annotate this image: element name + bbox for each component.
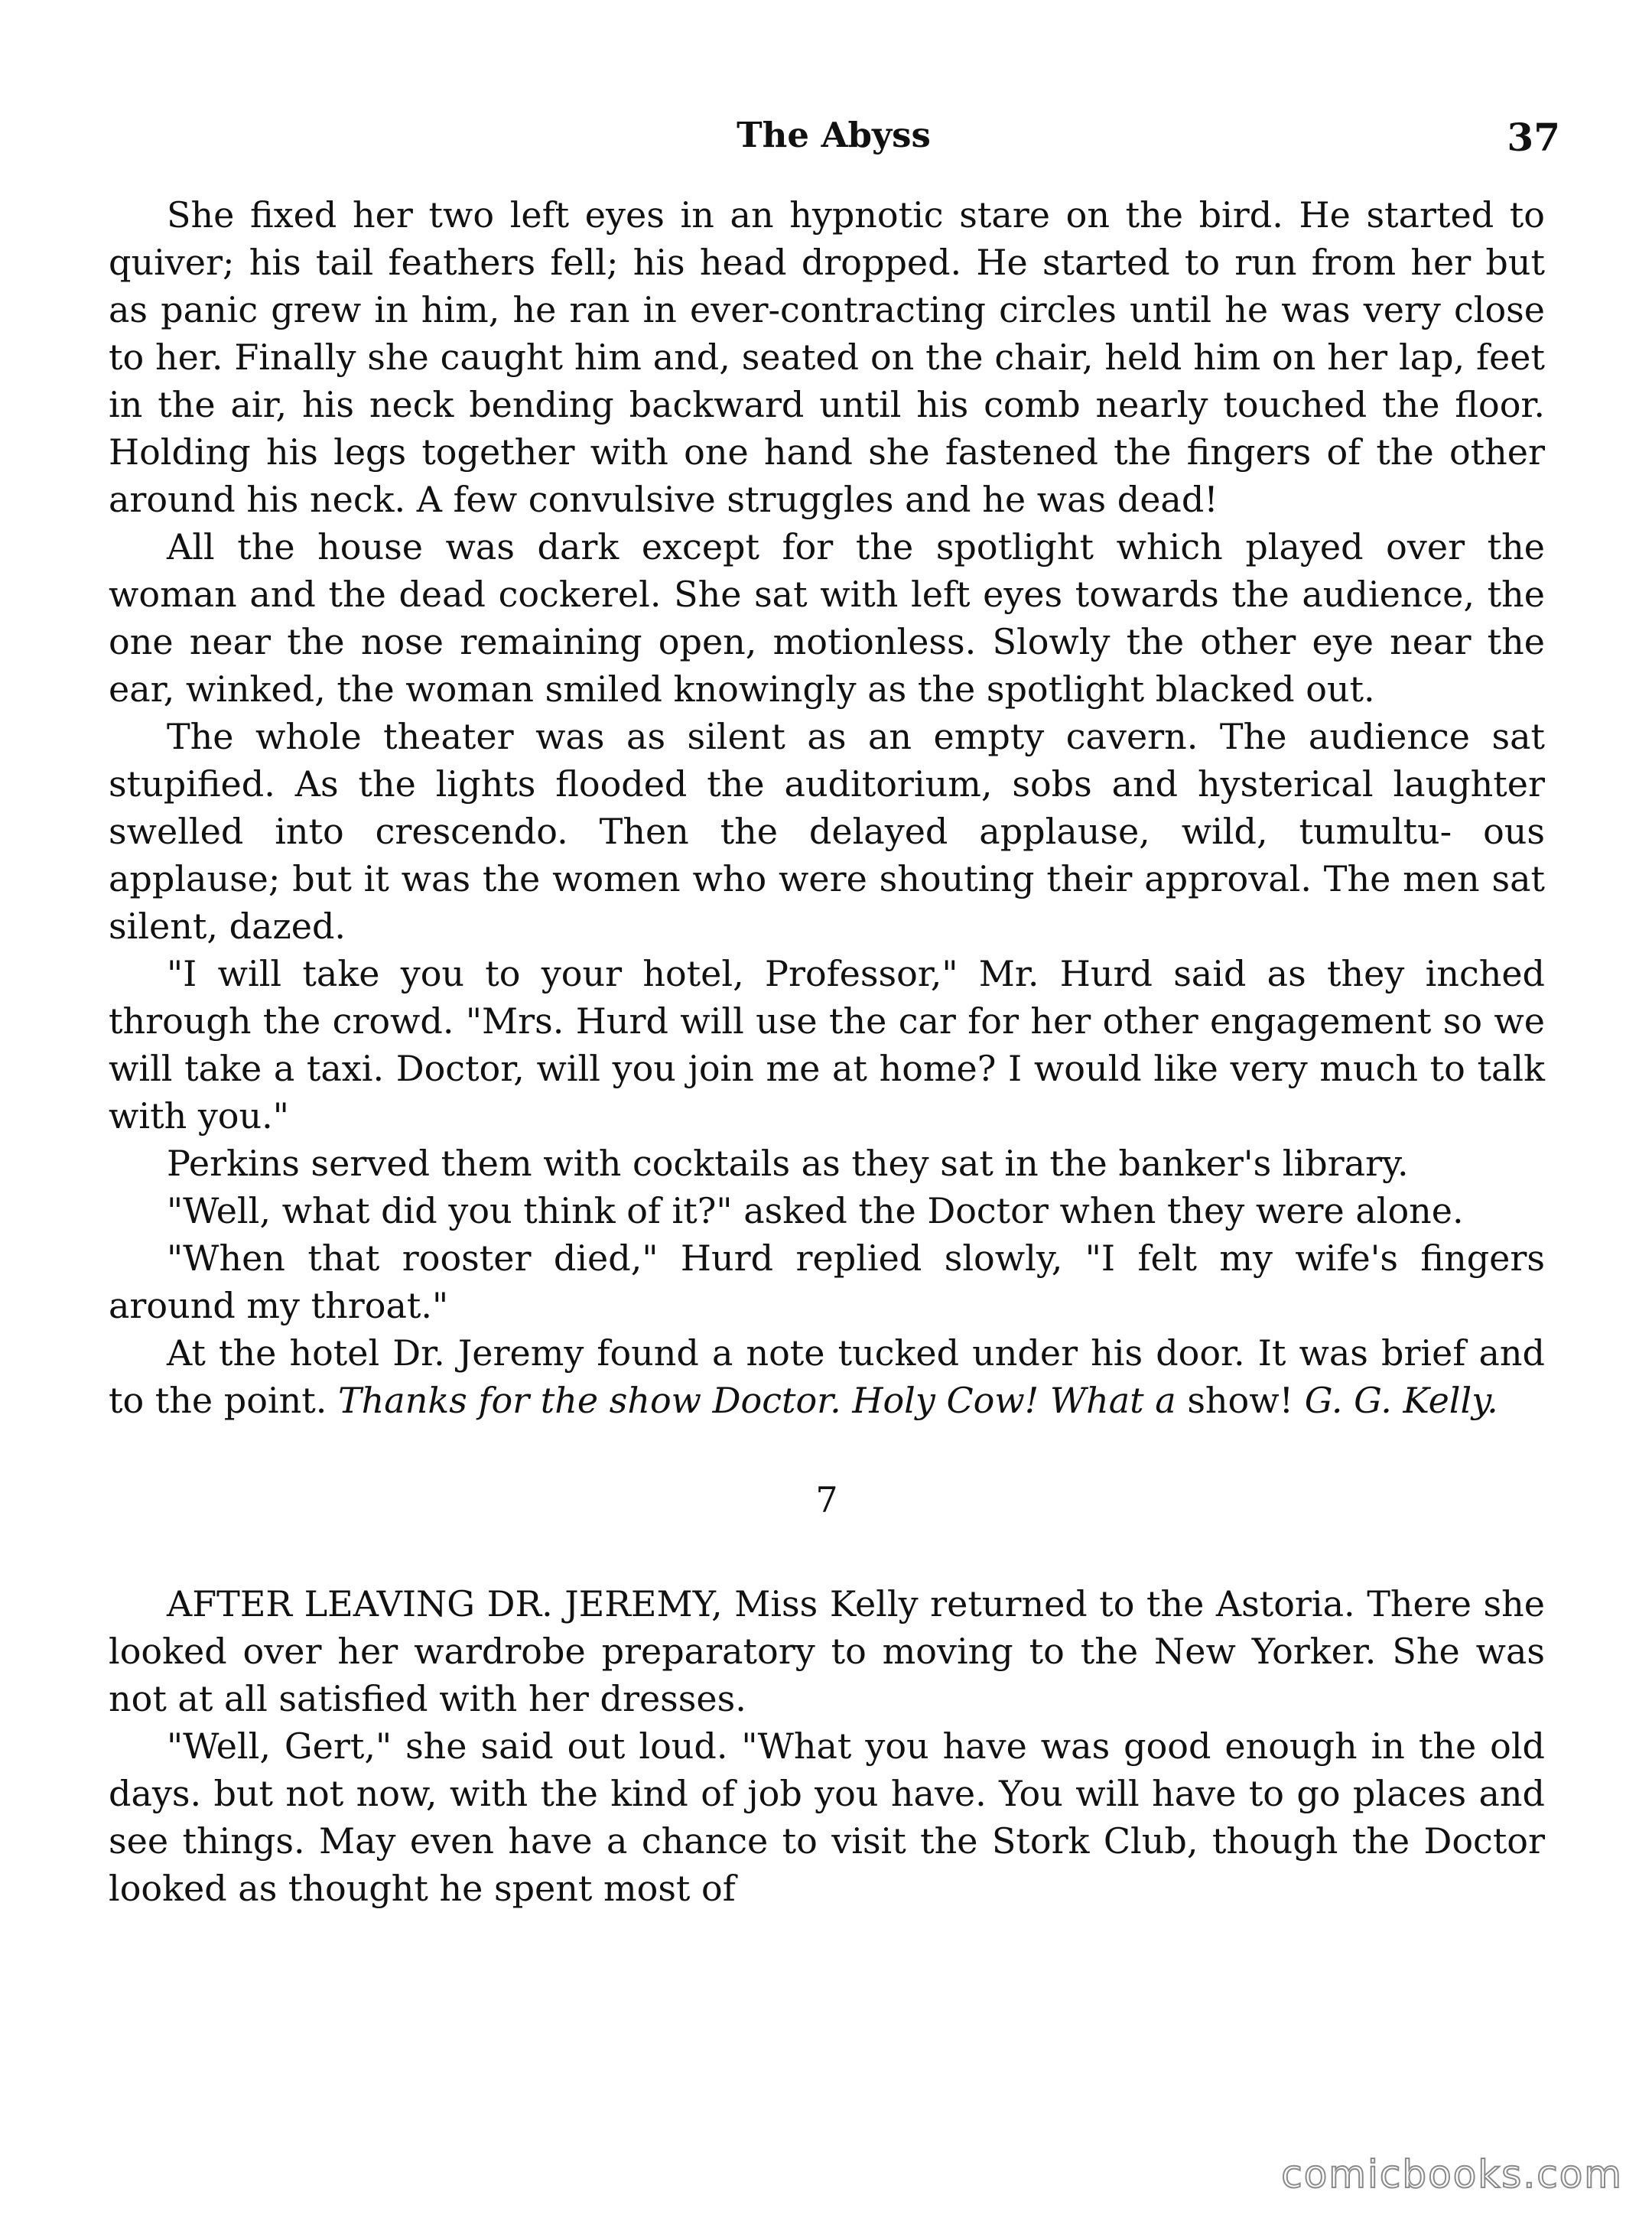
note-text: Thanks for the show Doctor. Holy Cow! What a bbox=[337, 1380, 1176, 1421]
paragraph: Perkins served them with cocktails as they sat in the banker's library. bbox=[167, 1143, 1409, 1184]
paragraph: "Well, what did you think of it?" asked the Doctor when they were alone. bbox=[167, 1190, 1464, 1231]
note-lead: At the hotel Dr. Jeremy found a note tucked under his door. It was brief and to the point. bbox=[109, 1332, 1545, 1421]
note-signature: G. G. Kelly. bbox=[1304, 1380, 1498, 1421]
paragraph: She fixed her two left eyes in an hypnotic stare on the bird. He started to quiver; his tail feathers fell; his head dropped. He started to run from her but as panic grew in him, he ran in ever-contracting circles until he was very close to her. Finally she caught him and, seated on the chair, held him on her lap, feet in the air, his neck bending backward until his comb nearly touched the floor. Holding his legs together with one hand she fastened the fingers of the other around his neck. A few convulsive struggles and he was dead! bbox=[109, 194, 1545, 520]
note-paragraph bbox=[109, 1329, 1545, 1424]
watermark-logo: comicbooks.com bbox=[1281, 2152, 1623, 2197]
body-text bbox=[109, 191, 1545, 1912]
paragraph: "Well, Gert," she said out loud. "What you have was good enough in the old days. but not now, with the kind of job you have. You will have to go places and see things. May even have a chance to visit the Stork Club, though the Doctor looked as thought he spent most of bbox=[109, 1725, 1545, 1909]
chapter-opening-paragraph: AFTER LEAVING DR. JEREMY, Miss Kelly returned to the Astoria. There she looked over her wardrobe preparatory to moving to the New Yorker. She was not at all satisfied with her dresses. bbox=[109, 1583, 1545, 1719]
paragraph: The whole theater was as silent as an empty cavern. The audience sat stupified. As the lights flooded the auditorium, sobs and hysterical laughter swelled into crescendo. Then the delayed applause, wild, tumultu- ous applause; but it was the women who were shouting their approval. The men sat silent, dazed. bbox=[109, 716, 1545, 947]
chapter-number: 7 bbox=[815, 1479, 838, 1520]
running-head bbox=[107, 115, 1560, 176]
running-head-title: The Abyss bbox=[737, 115, 931, 155]
paragraph: "I will take you to your hotel, Professor," Mr. Hurd said as they inched through the crowd. "Mrs. Hurd will use the car for her other engagement so we will take a taxi. Doctor, will you join me at home? I would like very much to talk with you." bbox=[109, 953, 1545, 1137]
paragraph: All the house was dark except for the spotlight which played over the woman and the dead cockerel. She sat with left eyes towards the audience, the one near the nose remaining open, motionless. Slowly the other eye near the ear, winked, the woman smiled knowingly as the spotlight blacked out. bbox=[109, 526, 1545, 710]
note-text-plain: show! bbox=[1187, 1380, 1294, 1421]
page-number: 37 bbox=[1507, 115, 1560, 160]
paragraph: "When that rooster died," Hurd replied slowly, "I felt my wife's fingers around my throat." bbox=[109, 1237, 1545, 1326]
